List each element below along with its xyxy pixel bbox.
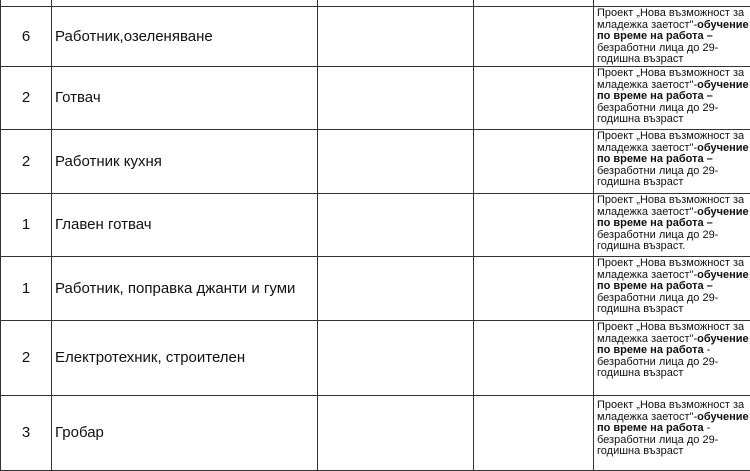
note-line: Проект „Нова възможност за <box>597 67 744 79</box>
note-line: Проект „Нова възможност за <box>597 257 744 269</box>
note-bold: обучение <box>697 411 749 423</box>
table-row <box>1 129 750 193</box>
table-row <box>1 7 750 67</box>
quantity-cell: 3 <box>1 395 52 470</box>
note-line: - <box>704 422 711 434</box>
note-line: младежка заетост"- <box>597 411 697 423</box>
note-line: Проект „Нова възможност за <box>597 130 744 142</box>
table-row <box>1 193 750 256</box>
cell-empty <box>474 320 594 395</box>
note-line: безработни лица до 29- <box>597 292 718 304</box>
note-line: безработни лица до 29- <box>597 102 718 114</box>
cell-empty <box>318 256 474 320</box>
program-note-cell <box>594 256 750 320</box>
note-bold: обучение <box>697 79 749 91</box>
note-bold: обучение <box>697 269 749 281</box>
position-cell: Гробар <box>52 395 318 470</box>
note-line: безработни лица до 29- <box>597 356 718 368</box>
note-line: безработни лица до 29- <box>597 229 718 241</box>
note-line: младежка заетост"- <box>597 79 697 91</box>
cell-empty <box>318 66 474 129</box>
program-note-cell <box>594 320 750 395</box>
note-line: безработни лица до 29- <box>597 434 718 446</box>
note-line: младежка заетост"- <box>597 142 697 154</box>
note-bold: по време на работа <box>597 344 704 356</box>
note-line: годишна възраст <box>597 176 683 188</box>
cell-empty <box>474 66 594 129</box>
note-line: годишна възраст. <box>597 240 685 252</box>
table-row <box>1 66 750 129</box>
note-line: младежка заетост"- <box>597 269 697 281</box>
note-line: годишна възраст <box>597 303 683 315</box>
cell-empty <box>318 395 474 470</box>
position-cell: Работник, поправка джанти и гуми <box>52 256 318 320</box>
position-cell: Работник кухня <box>52 129 318 193</box>
note-line: безработни лица до 29- <box>597 165 718 177</box>
position-cell: Електротехник, строителен <box>52 320 318 395</box>
note-line: безработни лица до 29- <box>597 42 718 54</box>
table-row <box>1 256 750 320</box>
note-line: годишна възраст <box>597 445 683 457</box>
note-bold: по време на работа – <box>597 153 713 165</box>
cell-empty <box>318 7 474 67</box>
note-line: годишна възраст <box>597 367 683 379</box>
note-bold: по време на работа <box>597 422 704 434</box>
program-note-cell <box>594 129 750 193</box>
program-note-cell <box>594 66 750 129</box>
position-cell: Готвач <box>52 66 318 129</box>
note-bold: обучение <box>697 333 749 345</box>
quantity-cell: 6 <box>1 7 52 67</box>
note-line: Проект „Нова възможност за <box>597 399 744 411</box>
quantity-cell: 2 <box>1 129 52 193</box>
note-line: годишна възраст <box>597 113 683 125</box>
cell-empty <box>474 256 594 320</box>
cell-empty <box>474 7 594 67</box>
note-line: младежка заетост"- <box>597 206 697 218</box>
position-cell: Главен готвач <box>52 193 318 256</box>
cell-empty <box>474 129 594 193</box>
cell-empty <box>474 193 594 256</box>
cell-empty <box>318 320 474 395</box>
cell-empty <box>318 129 474 193</box>
note-line: годишна възраст <box>597 53 683 65</box>
note-bold: по време на работа – <box>597 30 713 42</box>
cell-empty <box>318 193 474 256</box>
note-line: младежка заетост"- <box>597 19 697 31</box>
note-bold: по време на работа – <box>597 217 713 229</box>
table-row <box>1 320 750 395</box>
cell-empty <box>474 395 594 470</box>
note-line: Проект „Нова възможност за <box>597 194 744 206</box>
note-bold: по време на работа – <box>597 90 713 102</box>
table-row <box>1 395 750 470</box>
note-line: - <box>704 344 711 356</box>
note-bold: обучение <box>697 142 749 154</box>
program-note-cell <box>594 395 750 470</box>
quantity-cell: 2 <box>1 320 52 395</box>
quantity-cell: 1 <box>1 256 52 320</box>
program-note-cell <box>594 193 750 256</box>
quantity-cell: 1 <box>1 193 52 256</box>
note-line: Проект „Нова възможност за <box>597 321 744 333</box>
program-note-cell <box>594 7 750 67</box>
note-bold: по време на работа – <box>597 280 713 292</box>
note-line: младежка заетост"- <box>597 333 697 345</box>
quantity-cell: 2 <box>1 66 52 129</box>
position-cell: Работник,озеленяване <box>52 7 318 67</box>
note-line: Проект „Нова възможност за <box>597 7 744 19</box>
note-bold: обучение <box>697 206 749 218</box>
note-bold: обучение <box>697 19 749 31</box>
